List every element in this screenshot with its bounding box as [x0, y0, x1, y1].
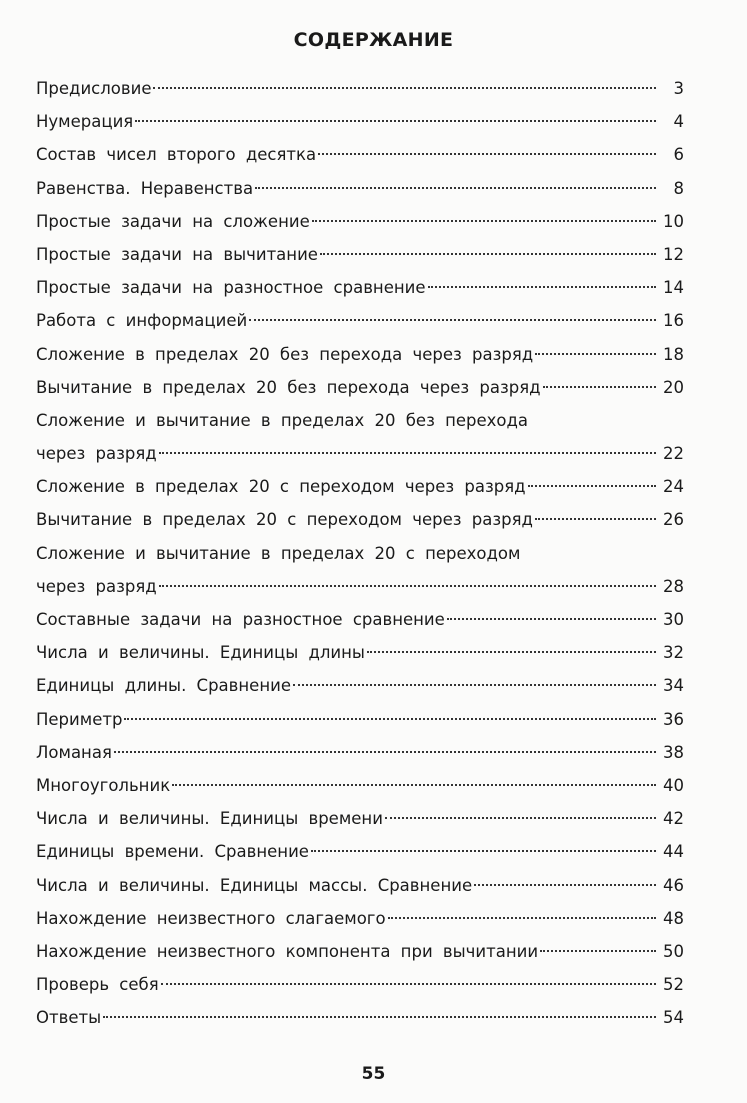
- toc-entry-page: 44: [663, 842, 684, 862]
- toc-entry: [36, 636, 684, 669]
- toc-entry-page: 26: [663, 510, 684, 530]
- toc-entry-page: 38: [663, 742, 684, 762]
- toc-entry: [36, 470, 684, 503]
- toc-entry-label: Многоугольник: [36, 775, 171, 795]
- toc-entry: [36, 835, 684, 868]
- toc-entry-label: Вычитание в пределах 20 без перехода через разряд: [36, 377, 541, 397]
- dot-leader: [124, 718, 656, 720]
- dot-leader: [428, 286, 656, 288]
- toc-entry-page: 22: [663, 444, 684, 464]
- page-number: 55: [361, 1064, 386, 1084]
- toc-entry-page: 20: [663, 377, 684, 397]
- dot-leader: [255, 187, 656, 189]
- toc-entry-label: Вычитание в пределах 20 с переходом через разряд: [36, 510, 533, 530]
- toc-entry-page: 50: [663, 941, 684, 961]
- toc-entry-label: Предисловие: [36, 79, 152, 98]
- toc-entry-label: Числа и величины. Единицы времени: [36, 809, 383, 829]
- dot-leader: [103, 1016, 656, 1018]
- dot-leader: [543, 386, 656, 388]
- toc-entry: [36, 669, 684, 702]
- dot-leader: [172, 784, 656, 786]
- toc-entry-page: 12: [663, 244, 684, 264]
- toc-entry-label-continued: через разряд: [36, 444, 157, 464]
- dot-leader: [159, 585, 656, 587]
- toc-entry-page: 32: [663, 643, 684, 663]
- toc-entry: [36, 105, 684, 138]
- toc-entry: [36, 703, 684, 736]
- toc-entry-label: Простые задачи на разностное сравнение: [36, 278, 426, 298]
- toc-entry: [36, 271, 684, 304]
- dot-leader: [153, 87, 656, 89]
- toc-entry: [36, 902, 684, 935]
- toc-entry-label: Ответы: [36, 1008, 102, 1028]
- toc-entry: [36, 603, 684, 636]
- dot-leader: [540, 950, 656, 952]
- toc-entry: [36, 769, 684, 802]
- toc-entry: [36, 570, 684, 603]
- table-of-contents: [36, 72, 684, 1034]
- toc-entry-page: 54: [663, 1008, 684, 1028]
- toc-entry-label: Сложение в пределах 20 с переходом через разряд: [36, 477, 526, 497]
- toc-entry-label-continued: через разряд: [36, 576, 157, 596]
- toc-entry: [36, 138, 684, 171]
- toc-entry-page: 46: [663, 875, 684, 895]
- toc-entry: [36, 304, 684, 337]
- toc-entry-line: [36, 404, 684, 437]
- toc-entry-label: Простые задачи на сложение: [36, 211, 310, 231]
- toc-entry: [36, 371, 684, 404]
- toc-entry-label: Нумерация: [36, 112, 134, 132]
- toc-entry-label: Равенства. Неравенства: [36, 178, 254, 198]
- dot-leader: [249, 319, 656, 321]
- toc-entry: [36, 205, 684, 238]
- dot-leader: [447, 618, 656, 620]
- toc-entry-page: 52: [663, 975, 684, 995]
- toc-entry-page: 16: [663, 311, 684, 331]
- toc-entry: [36, 968, 684, 1001]
- toc-entry-label: Проверь себя: [36, 975, 159, 995]
- toc-entry-page: 10: [663, 211, 684, 231]
- toc-entry: [36, 72, 684, 105]
- dot-leader: [320, 253, 656, 255]
- toc-entry-page: 34: [663, 676, 684, 696]
- dot-leader: [159, 452, 656, 454]
- toc-entry-label: Единицы длины. Сравнение: [36, 676, 291, 696]
- dot-leader: [535, 353, 656, 355]
- toc-entry-label: Простые задачи на вычитание: [36, 244, 318, 264]
- toc-entry-page: 24: [663, 477, 684, 497]
- toc-entry-label: Работа с информацией: [36, 311, 248, 331]
- dot-leader: [474, 884, 656, 886]
- toc-entry: [36, 869, 684, 902]
- dot-leader: [161, 983, 656, 985]
- toc-entry-label: Составные задачи на разностное сравнение: [36, 610, 445, 629]
- toc-entry-label: Периметр: [36, 709, 123, 729]
- toc-entry-page: 4: [673, 112, 684, 132]
- dot-leader: [312, 220, 656, 222]
- toc-entry-page: 3: [673, 79, 684, 98]
- toc-entry: [36, 338, 684, 371]
- toc-entry: [36, 238, 684, 271]
- page-title: СОДЕРЖАНИЕ: [293, 29, 454, 51]
- dot-leader: [535, 518, 656, 520]
- toc-entry-page: 36: [663, 709, 684, 729]
- toc-entry: [36, 935, 684, 968]
- toc-entry-page: 8: [673, 178, 684, 198]
- toc-entry-page: 14: [663, 278, 684, 298]
- toc-entry-page: 30: [663, 610, 684, 629]
- toc-entry-label: Числа и величины. Единицы длины: [36, 643, 365, 663]
- dot-leader: [135, 120, 656, 122]
- dot-leader: [367, 651, 656, 653]
- toc-entry-page: 6: [673, 145, 684, 165]
- toc-entry-label: Сложение и вычитание в пределах 20 с переходом: [36, 543, 521, 563]
- toc-entry-label: Нахождение неизвестного компонента при вычитании: [36, 941, 539, 961]
- toc-entry-label: Состав чисел второго десятка: [36, 145, 317, 165]
- dot-leader: [528, 485, 656, 487]
- toc-entry-label: Числа и величины. Единицы массы. Сравнение: [36, 875, 473, 895]
- toc-entry-label: Сложение и вычитание в пределах 20 без перехода: [36, 410, 529, 430]
- dot-leader: [318, 153, 656, 155]
- toc-entry: [36, 503, 684, 536]
- toc-entry: [36, 437, 684, 470]
- toc-entry: [36, 736, 684, 769]
- toc-entry-label: Ломаная: [36, 742, 112, 762]
- toc-entry: [36, 1001, 684, 1034]
- toc-entry-page: 18: [663, 344, 684, 364]
- toc-entry-line: [36, 537, 684, 570]
- toc-entry-label: Сложение в пределах 20 без перехода через разряд: [36, 344, 534, 364]
- dot-leader: [388, 917, 656, 919]
- toc-entry-page: 40: [663, 775, 684, 795]
- toc-entry-label: Нахождение неизвестного слагаемого: [36, 908, 386, 928]
- toc-entry-label: Единицы времени. Сравнение: [36, 842, 309, 862]
- dot-leader: [385, 817, 656, 819]
- toc-entry: [36, 802, 684, 835]
- toc-entry-page: 48: [663, 908, 684, 928]
- dot-leader: [293, 684, 656, 686]
- toc-entry-page: 28: [663, 576, 684, 596]
- dot-leader: [311, 850, 656, 852]
- toc-entry: [36, 172, 684, 205]
- toc-entry-page: 42: [663, 809, 684, 829]
- dot-leader: [114, 751, 656, 753]
